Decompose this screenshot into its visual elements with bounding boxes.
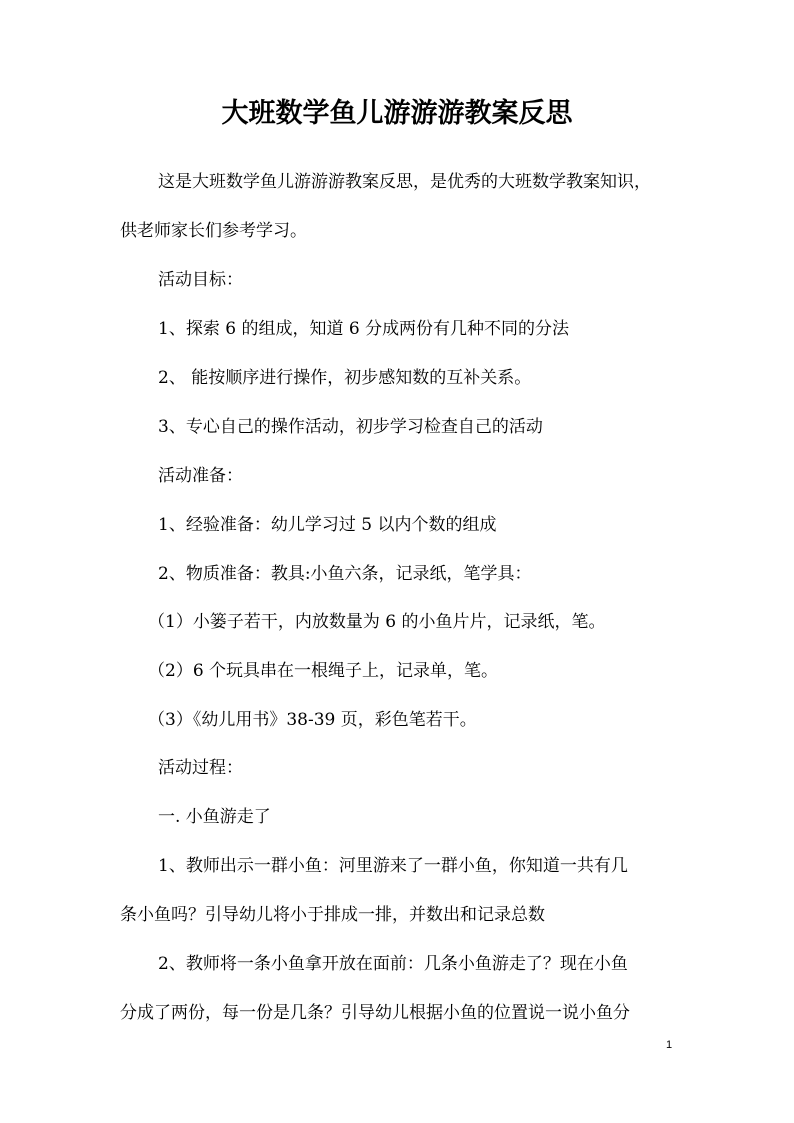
prep-subitem-3: （3）《幼儿用书》38-39 页，彩色笔若干。: [148, 710, 477, 730]
prep-subitem-2: （2）6 个玩具串在一根绳子上，记录单，笔。: [148, 661, 499, 681]
goal-item-2: 2、 能按顺序进行操作，初步感知数的互补关系。: [158, 368, 532, 388]
prep-subitem-1: （1）小篓子若干，内放数量为 6 的小鱼片片，记录纸，笔。: [148, 612, 606, 632]
goal-item-1: 1、探索 6 的组成，知道 6 分成两份有几种不同的分法: [158, 319, 570, 339]
step-2-line-1: 2、教师将一条小鱼拿开放在面前：几条小鱼游走了？现在小鱼: [158, 954, 628, 974]
page-number: 1: [666, 1039, 673, 1051]
section-heading-prep: 活动准备：: [158, 466, 243, 486]
prep-item-1: 1、经验准备：幼儿学习过 5 以内个数的组成: [158, 515, 497, 535]
section-heading-process: 活动过程：: [158, 758, 243, 778]
step-1-line-1: 1、教师出示一群小鱼：河里游来了一群小鱼，你知道一共有几: [158, 856, 628, 876]
process-heading-1: 一. 小鱼游走了: [158, 807, 271, 827]
goal-item-3: 3、专心自己的操作活动，初步学习检查自己的活动: [158, 417, 543, 437]
section-heading-goals: 活动目标：: [158, 270, 243, 290]
step-1-line-2: 条小鱼吗？引导幼儿将小于排成一排，并数出和记录总数: [120, 905, 545, 925]
intro-line-1: 这是大班数学鱼儿游游游教案反思，是优秀的大班数学教案知识，: [158, 172, 651, 192]
prep-item-2: 2、物质准备：教具:小鱼六条，记录纸，笔学具：: [158, 564, 532, 584]
step-2-line-2: 分成了两份，每一份是几条？引导幼儿根据小鱼的位置说一说小鱼分: [120, 1003, 630, 1023]
intro-line-2: 供老师家长们参考学习。: [120, 221, 307, 241]
document-title: 大班数学鱼儿游游游教案反思: [221, 98, 573, 129]
